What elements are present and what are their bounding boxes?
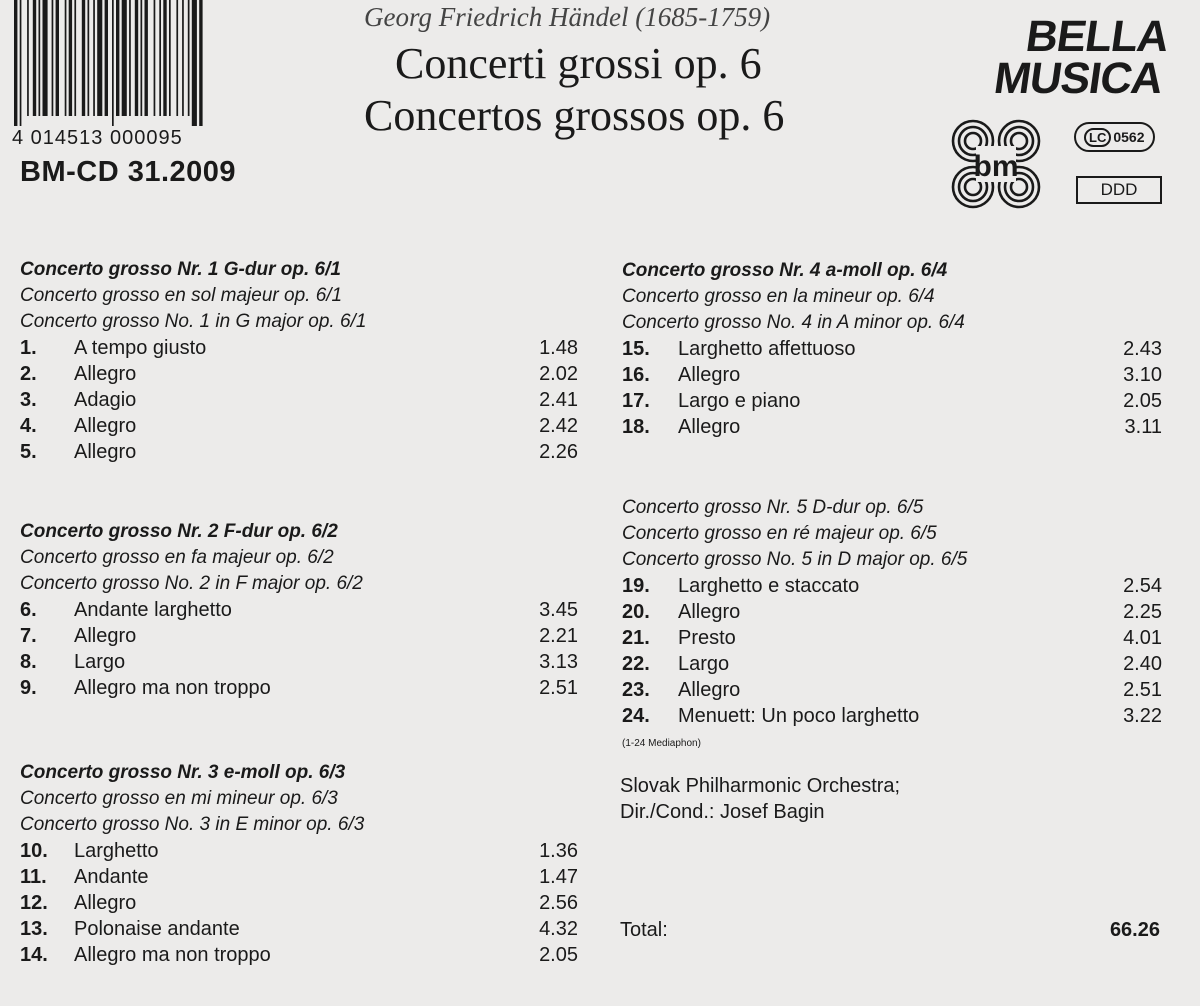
barcode-number: 4 014513 000095 [12,127,183,149]
track-number: 9. [20,677,37,699]
concerto-title-en: Concerto grosso No. 1 in G major op. 6/1 [20,311,367,332]
monogram-text: bm [973,150,1019,183]
track-duration: 2.41 [539,389,578,411]
track-title: Allegro [74,892,137,914]
barcode-bar [129,0,131,116]
recording-format-badge: DDD [1076,176,1162,204]
concerto-title-de: Concerto grosso Nr. 3 e-moll op. 6/3 [20,762,346,783]
track-duration: 2.51 [1123,679,1162,701]
track-duration: 2.56 [539,892,578,914]
track-duration: 2.43 [1123,338,1162,360]
track-number: 19. [622,575,650,597]
conductor-name: Dir./Cond.: Josef Bagin [620,801,825,823]
track-duration: 4.01 [1123,627,1162,649]
track-duration: 2.51 [539,677,578,699]
track-row [20,675,580,701]
barcode-bar [176,0,178,116]
source-note: (1-24 Mediaphon) [622,738,701,749]
track-row [20,413,580,439]
track-number: 23. [622,679,650,701]
track-title: Larghetto e staccato [678,575,860,597]
track-number: 17. [622,390,650,412]
track-number: 2. [20,363,37,385]
barcode-bar [105,0,108,116]
album-title-2: Concertos grossos op. 6 [364,91,785,140]
track-duration: 2.05 [539,944,578,966]
track-row [622,677,1162,703]
barcode-bar [154,0,156,116]
concerto-title-fr: Concerto grosso en la mineur op. 6/4 [622,286,935,307]
lc-code: 0562 [1113,129,1145,145]
total-value: 66.26 [1109,919,1160,941]
performers [620,773,900,825]
barcode-bar [56,0,59,116]
track-duration: 2.02 [539,363,578,385]
concerto-title-fr: Concerto grosso en fa majeur op. 6/2 [20,547,334,568]
track-number: 16. [622,364,650,386]
concerto-title-de: Concerto grosso Nr. 2 F-dur op. 6/2 [20,521,338,542]
barcode-bar [182,0,184,116]
concerto-title-fr: Concerto grosso en ré majeur op. 6/5 [622,523,937,544]
track-title: Larghetto [74,840,159,862]
track-duration: 2.40 [1123,653,1162,675]
track-row [622,414,1162,440]
barcode-bar [27,0,29,116]
track-number: 7. [20,625,37,647]
barcode-bar [52,0,54,116]
barcode-bar [97,0,102,116]
track-title: Allegro [678,679,741,701]
track-number: 20. [622,601,650,623]
barcode-bar [69,0,72,116]
track-row [20,439,580,465]
concerto-title-en: Concerto grosso No. 2 in F major op. 6/2 [20,573,363,594]
track-title: Allegro [74,363,137,385]
barcode-bar [163,0,166,116]
track-title: Largo e piano [678,390,801,412]
track-number: 1. [20,337,37,359]
track-row [20,890,580,916]
barcode [12,0,267,128]
track-duration: 1.48 [539,337,578,359]
barcode-bar [82,0,85,116]
barcode-bar [39,0,41,116]
track-number: 22. [622,653,650,675]
concerto-block [20,257,580,465]
track-row [20,942,580,968]
lc-prefix: LC [1084,128,1111,147]
track-duration: 3.13 [539,651,578,673]
track-number: 12. [20,892,48,914]
concerto-title-en: Concerto grosso No. 5 in D major op. 6/5 [622,549,968,570]
track-duration: 3.22 [1123,705,1162,727]
track-title: Allegro [74,625,137,647]
track-number: 3. [20,389,37,411]
concerto-title-fr: Concerto grosso en mi mineur op. 6/3 [20,788,338,809]
concerto-block [622,495,1162,729]
track-title: Largo [74,651,126,673]
track-row [20,597,580,623]
track-title: Andante larghetto [74,599,232,621]
track-title: Largo [678,653,730,675]
barcode-bar [122,0,127,116]
concerto-block [20,760,580,968]
track-number: 5. [20,441,37,463]
lc-code-badge [1074,122,1155,152]
track-duration: 1.36 [539,840,578,862]
track-duration: 2.42 [539,415,578,437]
composer-line: Georg Friedrich Händel (1685-1759) [364,2,771,32]
track-duration: 2.26 [539,441,578,463]
track-title: A tempo giusto [74,337,207,359]
track-number: 4. [20,415,37,437]
concerto-title-de: Concerto grosso Nr. 4 a-moll op. 6/4 [622,260,948,281]
barcode-bar [33,0,36,116]
track-row [20,387,580,413]
track-title: Andante [74,866,149,888]
track-duration: 4.32 [539,918,578,940]
track-row [20,649,580,675]
catalog-number: BM-CD 31.2009 [20,156,237,188]
barcode-bar [159,0,161,116]
track-row [622,625,1162,651]
barcode-bar [43,0,48,116]
concerto-title-en: Concerto grosso No. 3 in E minor op. 6/3 [20,814,365,835]
track-row [622,362,1162,388]
track-number: 13. [20,918,48,940]
track-title: Menuett: Un poco larghetto [678,705,920,727]
track-duration: 3.11 [1124,416,1162,438]
track-duration: 1.47 [539,866,578,888]
concerto-block [20,519,580,701]
concerto-title-en: Concerto grosso No. 4 in A minor op. 6/4 [622,312,965,333]
album-title-1: Concerti grossi op. 6 [395,39,762,88]
track-title: Presto [678,627,736,649]
track-title: Allegro [678,601,741,623]
concerto-title-fr: Concerto grosso en sol majeur op. 6/1 [20,285,343,306]
barcode-bar [65,0,67,116]
barcode-bar [141,0,143,116]
orchestra-name: Slovak Philharmonic Orchestra; [620,775,901,797]
barcode-bar [199,0,202,126]
track-row [622,703,1162,729]
track-title: Larghetto affettuoso [678,338,856,360]
label-logo [944,12,1172,103]
track-number: 21. [622,627,650,649]
barcode-bar [188,0,190,116]
track-duration: 3.45 [539,599,578,621]
barcode-bar [88,0,90,116]
logo-line-1: BELLA [1022,12,1172,61]
barcode-bar [112,0,114,126]
track-number: 14. [20,944,48,966]
track-title: Allegro [74,415,137,437]
track-duration: 2.54 [1123,575,1162,597]
track-row [20,623,580,649]
track-row [622,599,1162,625]
logo-line-2: MUSICA [991,54,1166,103]
track-title: Allegro ma non troppo [74,677,271,699]
concerto-title-de: Concerto grosso Nr. 1 G-dur op. 6/1 [20,259,341,280]
track-row [20,361,580,387]
total-label: Total: [620,919,668,941]
track-number: 18. [622,416,650,438]
track-title: Allegro [74,441,137,463]
track-title: Allegro [678,416,741,438]
concerto-title-de: Concerto grosso Nr. 5 D-dur op. 6/5 [622,497,924,518]
barcode-bar [93,0,95,116]
track-duration: 3.10 [1123,364,1162,386]
track-duration: 2.25 [1123,601,1162,623]
track-row [622,336,1162,362]
barcode-bar [116,0,119,116]
track-title: Adagio [74,389,137,411]
track-number: 10. [20,840,48,862]
barcode-bar [169,0,171,116]
concerto-block [622,258,1162,440]
barcode-bar [74,0,76,116]
track-row [20,838,580,864]
track-row [20,916,580,942]
track-title: Allegro [678,364,741,386]
barcode-bar [14,0,17,126]
track-row [622,573,1162,599]
track-duration: 2.21 [539,625,578,647]
track-number: 6. [20,599,37,621]
track-duration: 2.05 [1123,390,1162,412]
track-row [622,651,1162,677]
barcode-bar [192,0,197,126]
track-number: 8. [20,651,37,673]
barcode-bar [20,0,22,126]
track-number: 24. [622,705,650,727]
track-title: Allegro ma non troppo [74,944,271,966]
barcode-bar [135,0,138,116]
bm-monogram-icon [950,118,1042,210]
track-row [622,388,1162,414]
track-row [20,864,580,890]
track-number: 11. [20,866,47,888]
track-number: 15. [622,338,650,360]
track-title: Polonaise andante [74,918,240,940]
track-row [20,335,580,361]
barcode-bar [145,0,148,116]
